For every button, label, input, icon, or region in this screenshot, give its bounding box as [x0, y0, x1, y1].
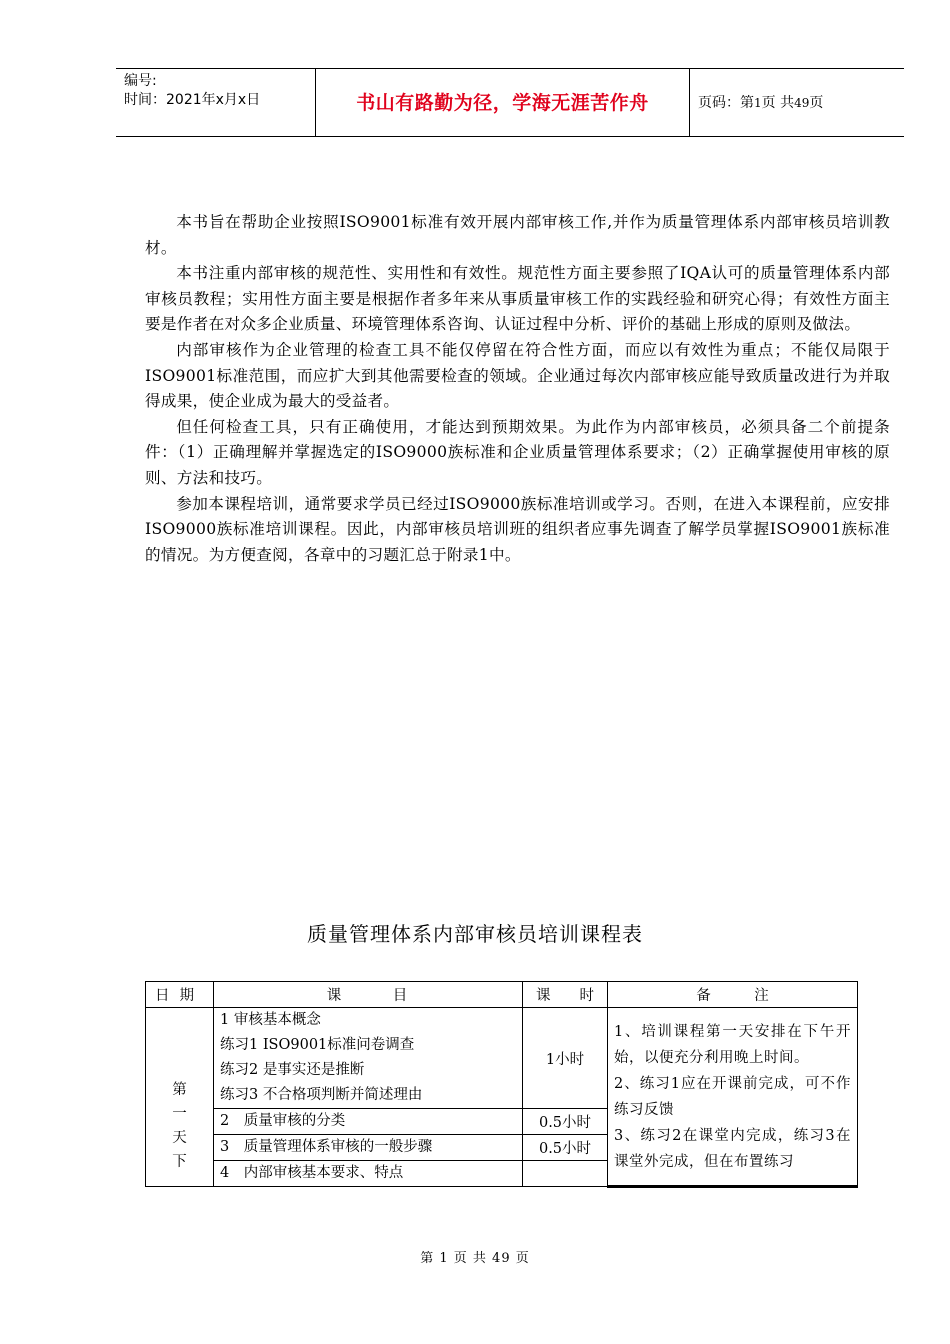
header-page-total: 49 [794, 96, 810, 110]
course-cell: 2 质量审核的分类 [214, 1109, 523, 1135]
header-page-label: 页码：第 [698, 95, 754, 111]
body-paragraph: 但任何检查工具，只有正确使用，才能达到预期效果。为此作为内部审核员，必须具备二个前提条件：（1）正确理解并掌握选定的ISO9000族标准和企业质量管理体系要求；（2）正确掌握使用审核的原则、方法和技巧。 [145, 417, 890, 487]
header-time-text: 课 时 [536, 988, 594, 1004]
day-cell [146, 1008, 214, 1187]
day-char: 第 [172, 1082, 187, 1098]
header-divider-right [689, 68, 690, 136]
time-cell: 0.5小时 [523, 1109, 608, 1135]
body-paragraph: 本书注重内部审核的规范性、实用性和有效性。规范性方面主要参照了IQA认可的质量管理体系内部审核员教程；实用性方面主要是根据作者多年来从事质量审核工作的实践经验和研究心得；有效性方面主要是作者在对众多企业质量、环境管理体系咨询、认证过程中分析、评价的基础上形成的原则及做法。 [145, 264, 890, 334]
course-cell [214, 1008, 523, 1109]
table-title: 质量管理体系内部审核员培训课程表 [307, 922, 643, 946]
page-footer: 第 1 页 共 49 页 [420, 1251, 530, 1266]
note-line: 1、培训课程第一天安排在下午开始，以便充分利用晚上时间。 [614, 1023, 851, 1066]
body-paragraph: 本书旨在帮助企业按照ISO9001标准有效开展内部审核工作,并作为质量管理体系内部审核员培训教材。 [145, 213, 890, 257]
course-line: 练习2 是事实还是推断 [220, 1062, 365, 1078]
note-line: 3、练习2在课堂内完成，练习3在课堂外完成，但在布置练习 [614, 1127, 851, 1170]
course-cell: 4 内部审核基本要求、特点 [214, 1161, 523, 1187]
day-char: 一 [172, 1106, 187, 1122]
course-schedule-table [145, 981, 858, 1188]
header-note-text: 备 注 [696, 988, 769, 1004]
course-line: 练习3 不合格项判断并简述理由 [220, 1087, 423, 1103]
header-motto: 书山有路勤为径，学海无涯苦作舟 [356, 92, 649, 114]
day-char: 下 [172, 1154, 187, 1170]
course-line: 1 审核基本概念 [220, 1012, 321, 1028]
note-cell [608, 1008, 858, 1187]
header-time [523, 982, 608, 1008]
header-number-label: 编号: [124, 73, 157, 89]
document-body [145, 210, 890, 568]
header-date: 日期 [146, 982, 214, 1008]
time-cell: 1小时 [523, 1008, 608, 1109]
body-paragraph: 参加本课程培训，通常要求学员已经过ISO9000族标准培训或学习。否则，在进入本课程前，应安排ISO9000族标准培训课程。因此，内部审核员培训班的组织者应事先调查了解学员掌握ISO9001族标准的情况。为方便查阅，各章中的习题汇总于附录1中。 [145, 494, 890, 564]
header-note [608, 982, 858, 1008]
header-page-indicator [698, 92, 823, 112]
note-line: 2、练习1应在开课前完成，可不作练习反馈 [614, 1075, 851, 1118]
header-meta [124, 72, 260, 110]
header-course-text: 课 目 [326, 988, 410, 1004]
table-header-row [146, 982, 858, 1008]
header-page-current: 1 [754, 96, 762, 110]
header-page-mid: 页 共 [761, 95, 795, 111]
header-top-rule [116, 68, 904, 69]
header-time-label: 时间：2021年x月x日 [124, 92, 261, 108]
course-cell: 3 质量管理体系审核的一般步骤 [214, 1135, 523, 1161]
header-page-end: 页 [809, 95, 824, 111]
time-cell: 0.5小时 [523, 1135, 608, 1161]
table-row [146, 1008, 858, 1109]
time-cell [523, 1161, 608, 1187]
header-bottom-rule [116, 136, 904, 137]
day-char: 天 [172, 1130, 187, 1146]
header-course [214, 982, 523, 1008]
course-line: 练习1 ISO9001标准问卷调查 [220, 1037, 415, 1053]
body-paragraph: 内部审核作为企业管理的检查工具不能仅停留在符合性方面，而应以有效性为重点；不能仅局限于ISO9001标准范围，而应扩大到其他需要检查的领域。企业通过每次内部审核应能导致质量改进行为并取得成果，使企业成为最大的受益者。 [145, 340, 890, 411]
